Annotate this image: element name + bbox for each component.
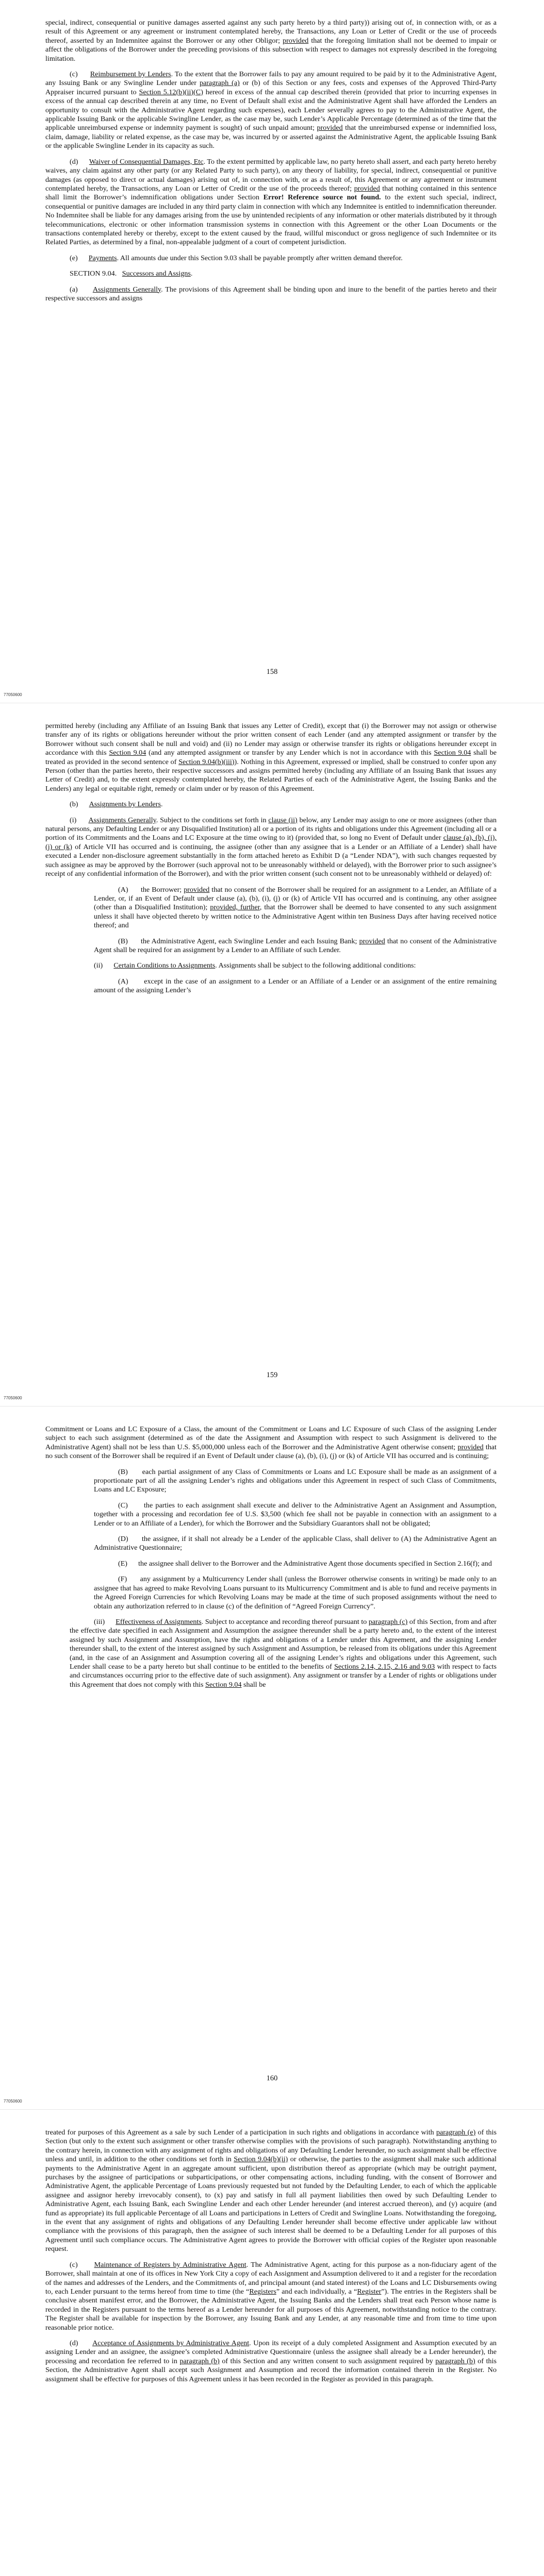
underlined-text: provided <box>457 1443 484 1451</box>
paragraph <box>45 722 497 793</box>
page-number: 159 <box>266 1371 278 1379</box>
text-run: that no consent of the Borrower shall be required for an assignment to a Lender, an Affiliate of a Lender, or, if an Event of Default under clause (a), (b), (i), (j) or (k) of Article VII has occurred and is continuing, any other assignee (other than a Disqualified Institution); <box>94 885 497 912</box>
underlined-text: clause (a), (b), (i), (j) or (k) <box>45 834 497 851</box>
paragraph <box>70 1618 497 1689</box>
underlined-text: Assignments Generally <box>92 285 161 294</box>
text-run: of this Section, the Administrative Agent shall accept such Assignment and Assumption and record the information contained therein in the Register. No assignment shall be effective for purposes of this Agreement unless it has been recorded in the Register as provided in this paragraph. <box>45 2357 497 2383</box>
text-run: (b) <box>70 800 89 809</box>
paragraph <box>45 2261 497 2332</box>
text-run: of this Section, from and after the effective date specified in each Assignment and Assumption the assignee thereunder shall be a party hereto and, to the extent of the interest assigned by such Assignment and Assumption, have the rights and obligations of a Lender under this Agreement, and the assigning Lender thereunder shall, to the extent of the interest assigned by such Assignment and Assumption, be released from its obligations under this Agreement (and, in the case of an Assignment and Assumption covering all of the assigning Lender’s rights and obligations under this Agreement, such Lender shall cease to be a party hereto but shall continue to be entitled to the benefits of <box>70 1617 497 1671</box>
text-run: (ii) <box>94 961 114 970</box>
text-run: of Article VII has occurred and is continuing, the assignee (other than any assignee that is a Lender or an Affiliate of a Lender) shall have executed a Lender non-disclosure agreement substantially in the form attached hereto as Exhibit D (a “Lender NDA”), with such changes requested by such assignee as may be approved by the Borrower (such approval not to be unreasonably withheld or delayed), with the Borrower prior to such assignee’s receipt of any confidential information of the Borrower), and with the prior written consent (such consent not to be unreasonably withheld or delayed) of: <box>45 842 497 878</box>
text-run: (d) <box>70 2338 93 2347</box>
paragraph <box>94 977 497 995</box>
paragraph <box>45 2339 497 2384</box>
text-run: . <box>160 800 163 809</box>
page-body <box>45 722 497 1002</box>
paragraph <box>94 1560 497 1568</box>
paragraph <box>94 1501 497 1528</box>
page <box>0 2110 544 2576</box>
paragraph <box>94 1575 497 1611</box>
text-run: permitted hereby (including any Affiliate of an Issuing Bank that issues any Letter of Credit), except that (i) the Borrower may not assign or otherwise transfer any of its rights or obligations hereunder without the prior written consent of each Lender (and any attempted assignment or transfer by the Borrower without such consent shall be null and void) and (ii) no Lender may assign or otherwise transfer its rights or obligations hereunder except in accordance with this <box>45 722 497 757</box>
text-run: of this Section and any written consent to such assignment required by <box>219 2357 436 2365</box>
underlined-text: Reimbursement by Lenders <box>90 70 171 79</box>
text-run: ). Nothing in this Agreement, expressed or implied, shall be construed to confer upon any Person (other than the parties hereto, their respective successors and assigns permitted hereby (including any Affiliate of an Issuing Bank that issues any Letter of Credit) and, to the extent expressly contemplated hereby, the Related Parties of each of the Administrative Agent, the Issuing Banks and the Lenders) any legal or equitable right, remedy or claim under or by reason of this Agreement. <box>45 757 497 793</box>
page-number: 160 <box>266 2074 278 2082</box>
text-run: . Subject to acceptance and recording thereof pursuant to <box>201 1617 369 1626</box>
page <box>0 0 544 703</box>
text-run: ”). The entries in the Registers shall be conclusive absent manifest error, and the Borrower, the Administrative Agent, the Issuing Banks and the Lenders shall treat each Person whose name is recorded in the Registers pursuant to the terms hereof as a Lender hereunder for all purposes of this Agreement, notwithstanding notice to the contrary. The Register shall be available for inspection by the Borrower, any Issuing Bank and any Lender, at any reasonable time and from time to time upon reasonable prior notice. <box>45 2287 497 2332</box>
page <box>0 703 544 1406</box>
text-run: . The provisions of this Agreement shall be binding upon and inure to the benefit of the parties hereto and their respective successors and assigns <box>45 285 497 302</box>
text-run: (A) the Borrower; <box>118 885 184 894</box>
text-run: that nothing contained in this sentence shall limit the Borrower’s indemnification obligations under Section <box>45 184 497 202</box>
doc-id: 77050600 <box>4 692 22 697</box>
text-run: (e) <box>70 253 89 262</box>
text-run: (D) the assignee, if it shall not already be a Lender of the applicable Class, shall deliver to (A) the Administrative Agent an Administrative Questionnaire; <box>94 1535 497 1552</box>
paragraph <box>45 269 497 278</box>
paragraph <box>45 2128 497 2254</box>
text-run: Commitment or Loans and LC Exposure of a Class, the amount of the Commitment or Loans and LC Exposure of such Class of the assigning Lender subject to each such assignment (determined as of the date the Assignment and Assumption with respect to such Assignment is delivered to the Administrative Agent) shall not be less than U.S. $5,000,000 unless each of the Borrower and the Administrative Agent otherwise consent; <box>45 1425 497 1451</box>
text-run: . Subject to the conditions set forth in <box>156 816 269 824</box>
page-body <box>45 1425 497 1696</box>
underlined-text: provided <box>283 36 309 45</box>
paragraph <box>94 886 497 930</box>
text-run: with respect to facts and circumstances occurring prior to the effective date of such assignment). Any assignment or transfer by a Lender of rights or obligations under this Agreement that does not comply with this <box>70 1662 497 1689</box>
underlined-text: provided <box>359 937 385 945</box>
underlined-text: provided, further <box>210 903 260 912</box>
text-run: that no consent of the Administrative Agent shall be required for an assignment by a Lender to an Affiliate of such Lender. <box>94 937 497 954</box>
underlined-text: Acceptance of Assignments by Administrative Agent <box>92 2338 250 2347</box>
text-run: shall be treated as provided in the second sentence of <box>45 749 497 766</box>
page-number: 158 <box>266 668 278 676</box>
underlined-text: Section 9.04 <box>109 749 146 757</box>
underlined-text: Assignments Generally <box>88 816 156 824</box>
text-run: . The Administrative Agent, acting for this purpose as a non-fiduciary agent of the Borrower, shall maintain at one of its offices in New York City a copy of each Assignment and Assumption delivered to it and a register for the recordation of the names and addresses of the Lenders, and the Commitments of, and principal amount (and stated interest) of the Loans and LC Disbursements owing to, each Lender pursuant to the terms hereof from time to time (the “ <box>45 2260 497 2296</box>
doc-id: 77050600 <box>4 1396 22 1400</box>
text-run: (B) the Administrative Agent, each Swingline Lender and each Issuing Bank; <box>118 937 359 945</box>
underlined-text: paragraph (b) <box>179 2357 220 2365</box>
text-run: (and any attempted assignment or transfer by any Lender which is not in accordance with this <box>146 749 434 757</box>
text-run: (E) the assignee shall deliver to the Borrower and the Administrative Agent those documents specified in Section 2.16(f); and <box>118 1559 492 1568</box>
underlined-text: paragraph (a) <box>199 79 240 88</box>
text-run: (c) <box>70 70 90 79</box>
underlined-text: Section 9.04(b)(ii) <box>234 2155 288 2164</box>
paragraph <box>70 961 497 970</box>
paragraph <box>94 937 497 955</box>
text-run: (A) except in the case of an assignment to a Lender or an Affiliate of a Lender or an assignment of the entire remaining amount of the assigning Lender’s <box>94 977 497 995</box>
text-run: (i) <box>70 816 89 824</box>
text-run: to the extent such special, indirect, consequential or punitive damages are included in any third party claim in connection with which any Indemnitee is entitled to indemnification thereunder. No Indemnitee shall be liable for any damages arising from the use by unintended recipients of any information or other materials distributed by it through telecommunications, electronic or other information transmission systems in connection with this Agreement or the other Loan Documents or the transactions contemplated hereby or thereby, except to the extent caused by the fraud, willful misconduct or gross negligence of such Indemnitee or its Related Parties, as determined by a final, non-appealable judgment of a court of competent jurisdiction. <box>45 193 497 247</box>
underlined-text: Section 9.04 <box>434 749 471 757</box>
paragraph <box>94 1468 497 1495</box>
underlined-text: Section 9.04(b)(iii) <box>178 757 235 766</box>
paragraph <box>45 800 497 809</box>
text-run: or otherwise, the parties to the assignment shall make such additional payments to the Administrative Agent in an aggregate amount sufficient, upon distribution thereof as appropriate (which may be outright payment, purchases by the assignee of participations or subparticipations, or other compensating actions, including funding, with the consent of Borrower and Administrative Agent, the applicable Percentage of Loans previously requested but not funded by the Defaulting Lender, to each of which the applicable assignee and assignor hereby irrevocably consent), to (x) pay and satisfy in full all payment liabilities then owed by such Defaulting Lender to Administrative Agent, each Issuing Bank, each Swingline Lender and each other Lender hereunder (and interest accrued thereon), and (y) acquire (and fund as appropriate) its full applicable Percentage of all Loans and participations in Letters of Credit and Swingline Loans. Notwithstanding the foregoing, in the event that any assignment of rights and obligations of any Defaulting Lender hereunder shall become effective under applicable law without compliance with the provisions of this paragraph, then the assignee of such interest shall be deemed to be a Defaulting Lender for all purposes of this Agreement until such compliance occurs. The Administrative Agent agrees to provide the Borrower with official copies of the Register upon reasonable request. <box>45 2155 497 2253</box>
underlined-text: Successors and Assigns <box>122 269 191 278</box>
underlined-text: Sections 2.14, 2.15, 2.16 and 9.03 <box>334 1662 435 1671</box>
text-run: (C) the parties to each assignment shall execute and deliver to the Administrative Agent an Assignment and Assumption, together with a processing and recordation fee of U.S. $3,500 (which fee shall not be payable in connection with an assignment to a Lender or to an Affiliate of a Lender), for which the Borrower and the Subsidiary Guarantors shall not be obligated; <box>94 1501 497 1528</box>
text-run: (a) <box>70 285 93 294</box>
text-run: (B) each partial assignment of any Class of Commitments or Loans and LC Exposure shall be made as an assignment of a proportionate part of all the assigning Lender’s rights and obligations under this Agreement in respect of such Class of Commitments, Loans and LC Exposure; <box>94 1467 497 1494</box>
text-run: . All amounts due under this Section 9.03 shall be payable promptly after written demand therefor. <box>117 253 403 262</box>
text-run: of this Section (but only to the extent such assignment or other transfer otherwise complies with the provisions of such paragraph). Notwithstanding anything to the contrary herein, in connection with any assignment of rights and obligations of any Defaulting Lender hereunder, no such assignment shall be effective unless and until, in addition to the other conditions set forth in <box>45 2128 497 2164</box>
text-run: treated for purposes of this Agreement as a sale by such Lender of a participation in such rights and obligations in accordance with <box>45 2128 436 2137</box>
underlined-text: paragraph (b) <box>435 2357 475 2365</box>
underlined-text: clause (ii) <box>268 816 298 824</box>
text-run: . To the extent that the Borrower fails to pay any amount required to be paid by it to the Administrative Agent, any Issuing Bank or any Swingline Lender under <box>45 70 497 88</box>
text-run: shall be <box>241 1680 266 1689</box>
underlined-text: Registers <box>249 2287 276 2296</box>
paragraph <box>45 158 497 247</box>
text-run: that the foregoing limitation shall not be deemed to impair or affect the obligations of the Borrower under the preceding provisions of this subsection with respect to damages not expressly described in the foregoing limitation. <box>45 36 497 63</box>
underlined-text: Maintenance of Registers by Administrative Agent <box>94 2260 246 2269</box>
underlined-text: Assignments by Lenders <box>89 800 161 809</box>
underlined-text: Register <box>357 2287 382 2296</box>
underlined-text: provided <box>184 885 210 894</box>
text-run: that no such consent of the Borrower shall be required if an Event of Default under clause (a), (b), (i), (j) or (k) of Article VII has occurred and is continuing; <box>45 1443 497 1461</box>
text-run: . <box>190 269 193 278</box>
text-run: or (b) of this Section or any fees, costs and expenses of the Approved Third-Party Appraiser incurred pursuant to <box>45 79 497 96</box>
paragraph <box>45 285 497 303</box>
text-run: (c) <box>70 2260 94 2269</box>
text-run: , that the Borrower shall be deemed to have consented to any such assignment unless it shall have objected thereto by written notice to the Administrative Agent within ten Business Days after having received notice thereof; and <box>94 903 497 930</box>
paragraph <box>45 1425 497 1461</box>
text-run: ” and each individually, a “ <box>276 2287 357 2296</box>
text-run: special, indirect, consequential or punitive damages asserted against any such party hereto by a third party)) arising out of, in connection with, or as a result of this Agreement or any agreement or instrument contemplated hereby, the Transactions, any Loan or Letter of Credit or the use of proceeds thereof, asserted by an Indemnitee against the Borrower or any other Obligor; <box>45 19 497 45</box>
text-run: SECTION 9.04. <box>70 269 122 278</box>
underlined-text: paragraph (c) <box>368 1617 408 1626</box>
paragraph <box>45 19 497 63</box>
paragraph <box>94 1535 497 1553</box>
underlined-text: Waiver of Consequential Damages, Etc <box>89 157 204 166</box>
underlined-text: Certain Conditions to Assignments <box>113 961 216 970</box>
underlined-text: Effectiveness of Assignments <box>116 1617 202 1626</box>
underlined-text: provided <box>317 124 343 132</box>
text-run: (iii) <box>94 1617 116 1626</box>
underlined-text: Payments <box>88 253 117 262</box>
text-run: . Assignments shall be subject to the following additional conditions: <box>215 961 416 970</box>
text-run: (d) <box>70 157 89 166</box>
doc-id: 77050600 <box>4 2099 22 2104</box>
underlined-text: paragraph (e) <box>436 2128 476 2137</box>
text-run: . Upon its receipt of a duly completed Assignment and Assumption executed by an assigning Lender and an assignee, the assignee’s completed Administrative Questionnaire (unless the assignee shall already be a Lender hereunder), the processing and recordation fee referred to in <box>45 2338 497 2365</box>
underlined-text: provided <box>354 184 380 193</box>
page-body <box>45 2128 497 2391</box>
page <box>0 1406 544 2110</box>
bold-text: Error! Reference source not found. <box>263 193 381 202</box>
paragraph <box>45 70 497 151</box>
text-run: below, any Lender may assign to one or more assignees (other than natural persons, any Defaulting Lender or any Disqualified Institution) all or a portion of its rights and obligations under this Agreement (including all or a portion of its Commitments and the Loans and LC Exposure at the time owing to it) (provided that, so long no Event of Default under <box>45 816 497 842</box>
text-run: hereof in excess of the annual cap described therein (provided that prior to incurring expenses in excess of the annual cap described therein at any time, no Event of Default shall exist and the Administrative Agent shall have afforded the Lenders an opportunity to consult with the Administrative Agent regarding such expenses), each Lender severally agrees to pay to the Administrative Agent, the applicable Issuing Bank or the applicable Swingline Lender, as the case may be, such Lender’s Applicable Percentage (determined as of the time that the applicable unreimbursed expense or indemnity payment is sought) of such unpaid amount; <box>45 88 497 132</box>
text-run: (F) any assignment by a Multicurrency Lender shall (unless the Borrower otherwise consents in writing) be made only to an assignee that has agreed to make Revolving Loans pursuant to its Multicurrency Commitment and is able to fund and receive payments in the Agreed Foreign Currencies for which Revolving Loans may be made at the time of such proposed assignments without the need to obtain any authorization referred to in clause (c) of the definition of “Agreed Foreign Currency”. <box>94 1575 497 1611</box>
text-run: that the unreimbursed expense or indemnified loss, claim, damage, liability or related expense, as the case may be, was incurred by or asserted against the Administrative Agent, the applicable Issuing Bank or the applicable Swingline Lender in its capacity as such. <box>45 124 497 150</box>
underlined-text: Section 5.12(b)(ii)(C) <box>139 88 203 96</box>
text-run: . To the extent permitted by applicable law, no party hereto shall assert, and each party hereto hereby waives, any claim against any other party (or any Related Party to such party), on any theory of liability, for special, indirect, consequential or punitive damages (as opposed to direct or actual damages) arising out of, in connection with, or as a result of, this Agreement or any agreement or instrument contemplated hereby, the Transactions, any Loan or Letter of Credit or the use of the proceeds thereof; <box>45 157 497 193</box>
page-body <box>45 19 497 310</box>
paragraph <box>45 254 497 263</box>
paragraph <box>45 816 497 879</box>
underlined-text: Section 9.04 <box>205 1680 242 1689</box>
